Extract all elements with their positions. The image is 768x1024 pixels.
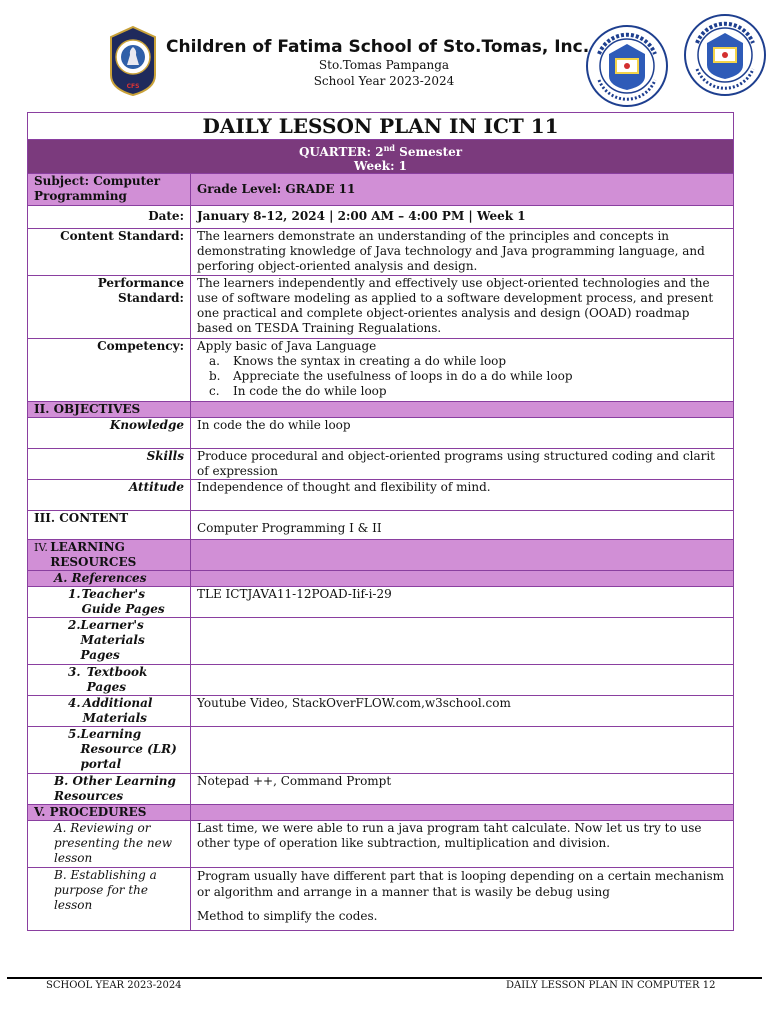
ref-label <box>28 727 191 774</box>
ref-num: 1. <box>68 587 81 601</box>
svg-text:CFS: CFS <box>126 83 140 90</box>
proc-a-value: Last time, we were able to run a java program taht calculate. Now let us try to use other type of operation like subtraction, multiplication and division. <box>191 821 734 868</box>
attitude-value: Independence of thought and flexibility of mind. <box>191 480 734 511</box>
ref-row <box>28 696 734 727</box>
ref-num: 2. <box>68 618 81 632</box>
competency-item <box>197 384 727 399</box>
competency-marker: a. <box>209 354 220 368</box>
resources-heading-cell <box>28 540 191 571</box>
other-resources-label: B. Other Learning Resources <box>28 774 191 805</box>
procedures-heading-empty <box>191 805 734 821</box>
attitude-label: Attitude <box>28 480 191 511</box>
content-value: Computer Programming I & II <box>191 511 734 540</box>
ref-row <box>28 587 734 618</box>
other-resources-value: Notepad ++, Command Prompt <box>191 774 734 805</box>
other-resources-row <box>28 774 734 805</box>
week-label: Week: 1 <box>353 159 408 173</box>
footer-left: SCHOOL YEAR 2023-2024 <box>46 980 182 991</box>
competency-text: In code the do while loop <box>233 384 387 398</box>
quarter-row <box>28 140 734 174</box>
content-standard-row <box>28 229 734 276</box>
date-label: Date: <box>28 206 191 229</box>
references-heading-empty <box>191 571 734 587</box>
competency-intro: Apply basic of Java Language <box>197 339 377 353</box>
competency-marker: c. <box>209 384 220 398</box>
footer-right: DAILY LESSON PLAN IN COMPUTER 12 <box>506 980 716 991</box>
quarter-suffix: Semester <box>395 145 463 159</box>
quarter-sup: nd <box>383 143 395 153</box>
ref-text: Learner's Materials Pages <box>80 618 145 662</box>
skills-label: Skills <box>28 449 191 480</box>
competency-label: Competency: <box>28 339 191 402</box>
ref-label <box>28 587 191 618</box>
school-name: Children of Fatima School of Sto.Tomas, Inc. <box>166 37 590 57</box>
ref-value <box>191 618 734 665</box>
ref-row <box>28 618 734 665</box>
ref-label <box>28 665 191 696</box>
competency-text: Appreciate the usefulness of loops in do a do while loop <box>233 369 573 383</box>
quarter-prefix: QUARTER: 2 <box>298 145 384 159</box>
ref-value: TLE ICTJAVA11-12POAD-Iif-i-29 <box>191 587 734 618</box>
grade-level-cell: Grade Level: GRADE 11 <box>191 174 734 206</box>
references-heading: A. References <box>28 571 191 587</box>
references-heading-row <box>28 571 734 587</box>
content-heading: III. CONTENT <box>28 511 191 540</box>
school-year: School Year 2023-2024 <box>313 74 455 88</box>
performance-standard-row <box>28 276 734 339</box>
objectives-heading-row <box>28 402 734 418</box>
title-row <box>28 113 734 140</box>
skills-row <box>28 449 734 480</box>
plan-title: DAILY LESSON PLAN IN ICT 11 <box>28 113 734 140</box>
competency-text: Knows the syntax in creating a do while loop <box>233 354 507 368</box>
resources-heading: LEARNING RESOURCES <box>50 540 137 569</box>
competency-item <box>197 369 727 384</box>
ref-value <box>191 665 734 696</box>
resources-heading-row <box>28 540 734 571</box>
date-row <box>28 206 734 229</box>
ref-label <box>28 696 191 727</box>
resources-num: IV. <box>34 541 48 554</box>
knowledge-row <box>28 418 734 449</box>
knowledge-label: Knowledge <box>28 418 191 449</box>
deped-seal-2 <box>683 13 767 97</box>
lesson-plan-table <box>27 112 734 931</box>
proc-a-label: A. Reviewing or presenting the new lesson <box>28 821 191 868</box>
deped-seal <box>585 24 669 108</box>
knowledge-value: In code the do while loop <box>191 418 734 449</box>
performance-standard-value: The learners independently and effectively use object-oriented technologies and the use of software modeling as applied to a software development process, and present one practical and complete object-orientes analysis and design (OOAD) roadmap based on TESDA Training Regualations. <box>191 276 734 339</box>
ref-text: Learning Resource (LR) portal <box>80 727 177 771</box>
content-standard-value: The learners demonstrate an understanding of the principles and concepts in demonstrating knowledge of Java technology and Java programming language, and perforing object-oriented analysis and design. <box>191 229 734 276</box>
competency-list <box>197 354 727 399</box>
ref-text: Additional Materials <box>82 696 153 725</box>
attitude-row <box>28 480 734 511</box>
performance-standard-label: Performance Standard: <box>28 276 191 339</box>
ref-text: Textbook Pages <box>86 665 148 694</box>
ref-text: Teacher's Guide Pages <box>81 587 165 616</box>
content-standard-label: Content Standard: <box>28 229 191 276</box>
procedures-heading: V. PROCEDURES <box>28 805 191 821</box>
content-row <box>28 511 734 540</box>
competency-marker: b. <box>209 369 221 383</box>
ref-value <box>191 727 734 774</box>
procedures-heading-row <box>28 805 734 821</box>
proc-b-cell <box>191 868 734 931</box>
proc-b-row <box>28 868 734 931</box>
subject-row <box>28 174 734 206</box>
objectives-heading-empty <box>191 402 734 418</box>
ref-num: 4. <box>68 696 81 710</box>
ref-row <box>28 665 734 696</box>
ref-num: 3. <box>68 665 81 679</box>
objectives-heading: II. OBJECTIVES <box>28 402 191 418</box>
skills-value: Produce procedural and object-oriented programs using structured coding and clarit of expression <box>191 449 734 480</box>
subject-cell: Subject: Computer Programming <box>28 174 191 206</box>
competency-item <box>197 354 727 369</box>
proc-b-value-1: Program usually have different part that is looping depending on a certain mechanism or algorithm and arrange in a manner that is wasily be debug using <box>197 869 725 899</box>
competency-cell <box>191 339 734 402</box>
ref-value: Youtube Video, StackOverFLOW.com,w3school.com <box>191 696 734 727</box>
competency-row <box>28 339 734 402</box>
date-value: January 8-12, 2024 | 2:00 AM – 4:00 PM | Week 1 <box>191 206 734 229</box>
proc-a-row <box>28 821 734 868</box>
school-town: Sto.Tomas Pampanga <box>318 58 450 72</box>
proc-b-label: B. Establishing a purpose for the lesson <box>28 868 191 931</box>
ref-label <box>28 618 191 665</box>
footer-divider <box>7 977 762 979</box>
resources-heading-empty <box>191 540 734 571</box>
proc-b-value-2: Method to simplify the codes. <box>197 909 378 923</box>
quarter-cell <box>28 140 734 174</box>
ref-num: 5. <box>68 727 81 741</box>
ref-row <box>28 727 734 774</box>
